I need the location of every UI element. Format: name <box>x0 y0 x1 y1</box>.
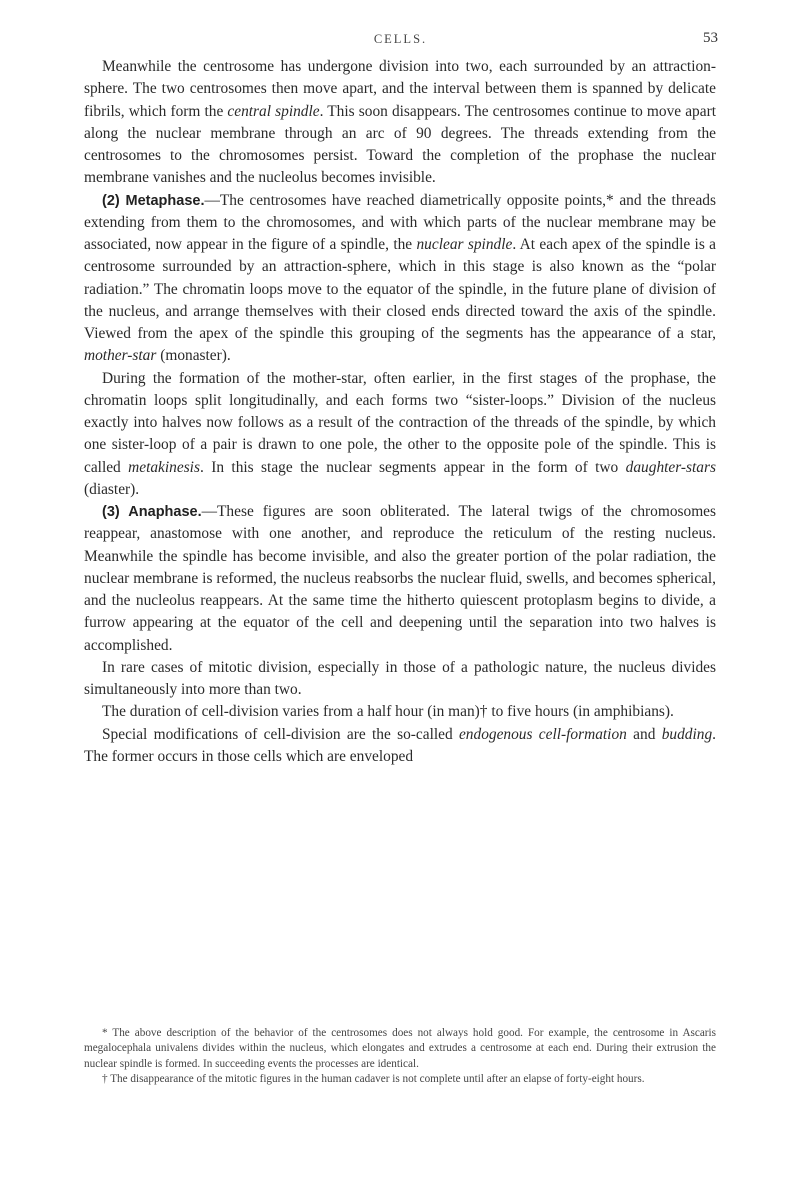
footnote: * The above description of the behavior of the centrosomes does not always hold good. For example, the centrosome in Ascaris megalocephala univalens divides within the nucleus, which elongates and extrudes a centrosome at each end. During their extrusion the nuclear spindle is formed. In succeeding events the processes are identical. <box>84 1027 716 1070</box>
paragraph: The duration of cell-division varies from a half hour (in man)† to five hours (in amphibians). <box>102 703 674 721</box>
paragraph: In rare cases of mitotic division, especially in those of a pathologic nature, the nucleus divides simultaneously into more than two. <box>84 658 716 698</box>
section-heading-metaphase: (2) Metaphase. <box>102 192 205 209</box>
term-nuclear-spindle: nuclear spindle <box>416 236 513 253</box>
body-text <box>84 56 716 768</box>
section-heading-anaphase: (3) Anaphase. <box>102 504 202 520</box>
term-budding: budding <box>661 725 713 743</box>
paragraph: Special modifications of cell-division are the so-called endogenous cell-formation and budding. The former occurs in those cells which are enveloped <box>84 725 717 765</box>
paragraph: Meanwhile the centrosome has undergone division into two, each surrounded by an attraction-sphere. The two centrosomes then move apart, and the interval between them is spanned by delicate fibrils, which form the central spindle. This soon disappears. The centrosomes continue to move apart along the nuclear membrane through an arc of 90 degrees. The threads extending from the centrosomes to the chromosomes persist. Toward the completion of the prophase the nuclear membrane vanishes and the nucleolus becomes invisible. <box>84 58 716 187</box>
page-number: 53 <box>703 30 718 46</box>
term-mother-star: mother-star <box>84 347 157 365</box>
term-metakinesis: metakinesis <box>128 458 200 476</box>
page-header <box>0 30 801 54</box>
footnotes <box>84 1026 716 1088</box>
running-head: CELLS. <box>373 32 428 46</box>
term-daughter-stars: daughter-stars <box>625 458 716 476</box>
paragraph: During the formation of the mother-star, often earlier, in the first stages of the prophase, the chromatin loops split longitudinally, and each forms two “sister-loops.” Division of the nucleus exactly into halves now follows as a result of the contraction of the threads of the spindle, by which one sister-loop of a pair is drawn to one pole, the other to the opposite pole of the spindle. This is called metakinesis. In this stage the nuclear segments appear in the form of two daughter-stars (diaster). <box>84 369 716 498</box>
paragraph-metaphase: (2) Metaphase.—The centrosomes have reached diametrically opposite points,* and the threads extending from them to the chromosomes, and with which parts of the nuclear membrane may be associated, now appear in the figure of a spindle, the nuclear spindle. At each apex of the spindle is a centrosome surrounded by an attraction-sphere, which in this stage is also known as the “polar radiation.” The chromatin loops move to the equator of the spindle, in the future plane of division of the nucleus, and arrange themselves with their closed ends directed toward the axis of the spindle. Viewed from the apex of the spindle this grouping of the segments has the appearance of a star, mother-star (monaster). <box>84 191 717 365</box>
term-endogenous-cell-formation: endogenous cell-formation <box>458 725 627 743</box>
footnote: † The disappearance of the mitotic figures in the human cadaver is not complete until after an elapse of forty-eight hours. <box>102 1073 645 1086</box>
paragraph-anaphase: (3) Anaphase.—These figures are soon obliterated. The lateral twigs of the chromosomes reappear, anastomose with one another, and reproduce the reticulum of the resting nucleus. Meanwhile the spindle has become invisible, and also the greater portion of the polar radiation, the nuclear membrane is reformed, the nucleus reabsorbs the nuclear fluid, swells, and becomes spherical, and the nucleolus reappears. At the same time the hitherto quiescent protoplasm begins to divide, a furrow appearing at the equator of the cell and deepening until the separation into two halves is accomplished. <box>84 503 716 654</box>
term-central-spindle: central spindle <box>227 102 320 120</box>
